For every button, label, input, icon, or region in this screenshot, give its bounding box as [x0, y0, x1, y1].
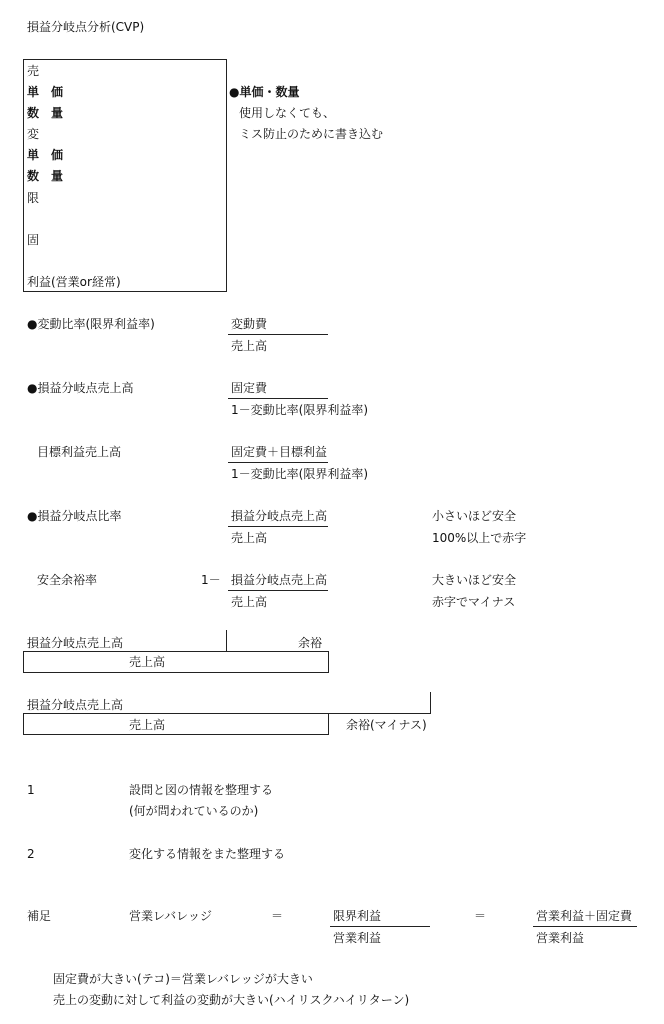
diagram-sales-label: 売上高	[129, 655, 166, 669]
pl-row-fixed: 固	[27, 233, 40, 247]
formula-note: 小さいほど安全	[432, 509, 517, 523]
formula-label: 安全余裕率	[37, 573, 98, 587]
step-line: 設問と図の情報を整理する	[129, 783, 274, 797]
diagram-bep-marker	[226, 630, 227, 652]
diagram-bep-marker	[430, 692, 431, 714]
formula-label: ●損益分岐点比率	[27, 509, 122, 523]
diagram-bep-label: 損益分岐点売上高	[27, 636, 124, 650]
formula-note: 赤字でマイナス	[432, 595, 516, 609]
pl-row-sales: 売	[27, 64, 40, 78]
formula-numerator: 固定費	[231, 381, 268, 395]
equals-sign: ＝	[271, 909, 284, 923]
formula-prefix: 1－	[201, 573, 221, 587]
fraction-bar	[228, 398, 328, 399]
pl-row-profit: 利益(営業or経常)	[27, 275, 121, 289]
diagram-sales-bar	[23, 651, 329, 673]
step-line: 変化する情報をまた整理する	[129, 847, 286, 861]
formula-note: 大きいほど安全	[432, 573, 517, 587]
step-line: (何が問われているのか)	[129, 804, 259, 818]
pl-row-unit-price: 単 価	[27, 85, 64, 99]
diagram-margin-label: 余裕(マイナス)	[346, 718, 427, 732]
fraction-bar	[533, 926, 637, 927]
supplement-denominator: 営業利益	[536, 931, 585, 945]
equals-sign: ＝	[474, 909, 487, 923]
supplement-numerator: 限界利益	[333, 909, 382, 923]
step-number: 1	[27, 783, 35, 797]
supplement-note: 固定費が大きい(テコ)＝営業レバレッジが大きい	[53, 972, 313, 986]
unit-note-line: ミス防止のために書き込む	[239, 127, 384, 141]
supplement-denominator: 営業利益	[333, 931, 382, 945]
formula-numerator: 損益分岐点売上高	[231, 573, 328, 587]
page-title: 損益分岐点分析(CVP)	[27, 20, 145, 34]
pl-row-quantity: 数 量	[27, 106, 64, 120]
formula-label: ●変動比率(限界利益率)	[27, 317, 155, 331]
formula-label: ●損益分岐点売上高	[27, 381, 134, 395]
fraction-bar	[228, 526, 328, 527]
formula-note: 100%以上で赤字	[432, 531, 527, 545]
formula-denominator: 1－変動比率(限界利益率)	[231, 403, 368, 417]
pl-row-marginal: 限	[27, 191, 40, 205]
formula-numerator: 固定費＋目標利益	[231, 445, 328, 459]
supplement-numerator: 営業利益＋固定費	[536, 909, 633, 923]
diagram-sales-label: 売上高	[129, 718, 166, 732]
unit-note-heading: ●単価・数量	[229, 85, 300, 99]
supplement-note: 売上の変動に対して利益の変動が大きい(ハイリスクハイリターン)	[53, 993, 410, 1007]
fraction-bar	[228, 462, 328, 463]
fraction-bar	[228, 334, 328, 335]
formula-denominator: 売上高	[231, 595, 268, 609]
unit-note-line: 使用しなくても、	[239, 106, 336, 120]
fraction-bar	[228, 590, 328, 591]
supplement-label: 補足	[27, 909, 52, 923]
fraction-bar	[330, 926, 430, 927]
formula-numerator: 損益分岐点売上高	[231, 509, 328, 523]
pl-row-unit-price-2: 単 価	[27, 148, 64, 162]
pl-row-quantity-2: 数 量	[27, 169, 64, 183]
formula-denominator: 売上高	[231, 339, 268, 353]
formula-denominator: 売上高	[231, 531, 268, 545]
formula-denominator: 1－変動比率(限界利益率)	[231, 467, 368, 481]
supplement-term: 営業レバレッジ	[129, 909, 213, 923]
diagram-bep-label: 損益分岐点売上高	[27, 698, 124, 712]
diagram-margin-label: 余裕	[298, 636, 323, 650]
pl-row-variable: 変	[27, 127, 40, 141]
formula-numerator: 変動費	[231, 317, 268, 331]
step-number: 2	[27, 847, 35, 861]
formula-label: 目標利益売上高	[37, 445, 122, 459]
diagram-sales-bar	[23, 713, 329, 735]
